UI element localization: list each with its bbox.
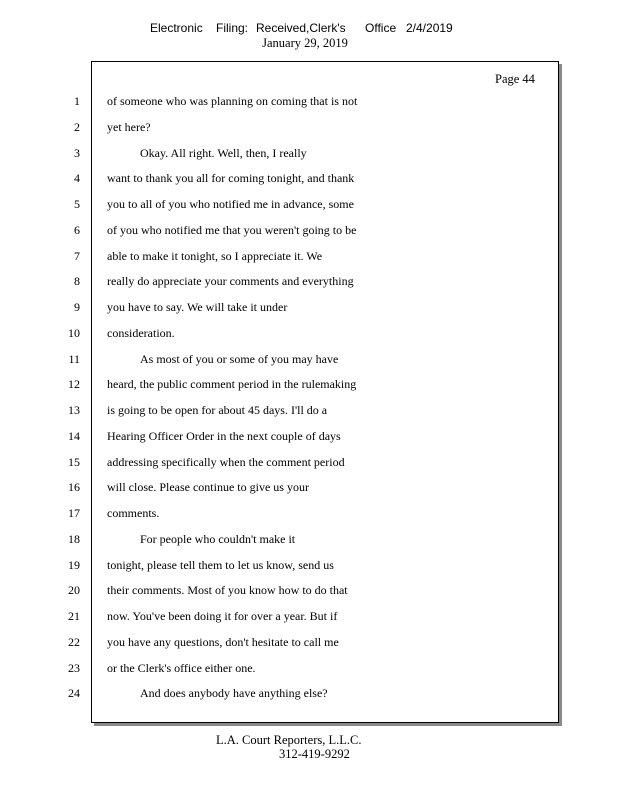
line-number: 23 [68, 660, 80, 675]
line-number: 19 [68, 557, 80, 572]
filing-label-office: Office [365, 21, 397, 35]
line-number: 11 [68, 351, 80, 366]
transcript-line: you to all of you who notified me in advance, some [107, 197, 354, 211]
line-number: 6 [74, 222, 80, 237]
transcript-line: want to thank you all for coming tonight, and thank [107, 171, 355, 186]
hearing-date: January 29, 2019 [262, 36, 348, 50]
transcript-line: tonight, please tell them to let us know, send us [107, 557, 334, 572]
transcript-line: their comments. Most of you know how to do that [107, 583, 348, 598]
transcript-line: really do appreciate your comments and everything [107, 274, 354, 289]
line-number: 9 [74, 300, 80, 314]
court-reporter-name: L.A. Court Reporters, L.L.C. [216, 733, 362, 747]
transcript-line: you have to say. We will take it under [107, 300, 288, 314]
line-number: 16 [68, 480, 80, 495]
transcript-line: you have any questions, don't hesitate to call me [107, 634, 339, 649]
transcript-line: of you who notified me that you weren't going to be [107, 222, 357, 237]
line-number: 8 [74, 274, 80, 289]
transcript-line: able to make it tonight, so I appreciate it. We [107, 248, 323, 263]
page-number: Page 44 [495, 72, 535, 86]
transcript-line: heard, the public comment period in the rulemaking [107, 377, 357, 392]
line-number: 17 [68, 506, 80, 520]
filing-label-received: Received,Clerk's [256, 21, 346, 35]
line-number: 13 [68, 403, 80, 417]
transcript-line: addressing specifically when the comment period [107, 454, 345, 469]
line-number: 4 [74, 171, 80, 186]
line-number: 3 [74, 145, 80, 160]
line-number: 15 [68, 454, 80, 469]
line-number: 14 [68, 428, 80, 443]
transcript-line: Okay. All right. Well, then, I really [140, 145, 307, 160]
transcript-line: As most of you or some of you may have [140, 351, 339, 366]
transcript-line: or the Clerk's office either one. [107, 660, 256, 675]
filing-label-filing: Filing: [216, 21, 249, 35]
transcript-line: of someone who was planning on coming that is not [107, 94, 358, 108]
line-number: 24 [68, 686, 80, 701]
transcript-line: consideration. [107, 325, 175, 340]
transcript-line: now. You've been doing it for over a year. But if [107, 609, 338, 623]
line-number: 1 [74, 94, 80, 108]
line-number: 20 [68, 583, 80, 598]
line-number: 12 [68, 377, 80, 392]
transcript-line: Hearing Officer Order in the next couple of days [107, 428, 341, 443]
line-number: 5 [74, 197, 80, 211]
transcript-line: will close. Please continue to give us your [107, 480, 309, 495]
filing-date: 2/4/2019 [406, 21, 453, 35]
line-number: 21 [68, 609, 80, 623]
transcript-line: is going to be open for about 45 days. I'll do a [107, 403, 328, 417]
line-number: 10 [68, 325, 80, 340]
court-reporter-phone: 312-419-9292 [279, 747, 350, 761]
line-number: 7 [74, 248, 80, 263]
line-number: 18 [68, 531, 80, 546]
transcript-line: And does anybody have anything else? [140, 686, 328, 701]
transcript-line: For people who couldn't make it [140, 531, 296, 546]
filing-label-electronic: Electronic [150, 21, 203, 35]
transcript-line: comments. [107, 506, 160, 520]
transcript-line: yet here? [107, 119, 151, 134]
line-number: 2 [74, 119, 80, 134]
line-number: 22 [68, 634, 80, 649]
